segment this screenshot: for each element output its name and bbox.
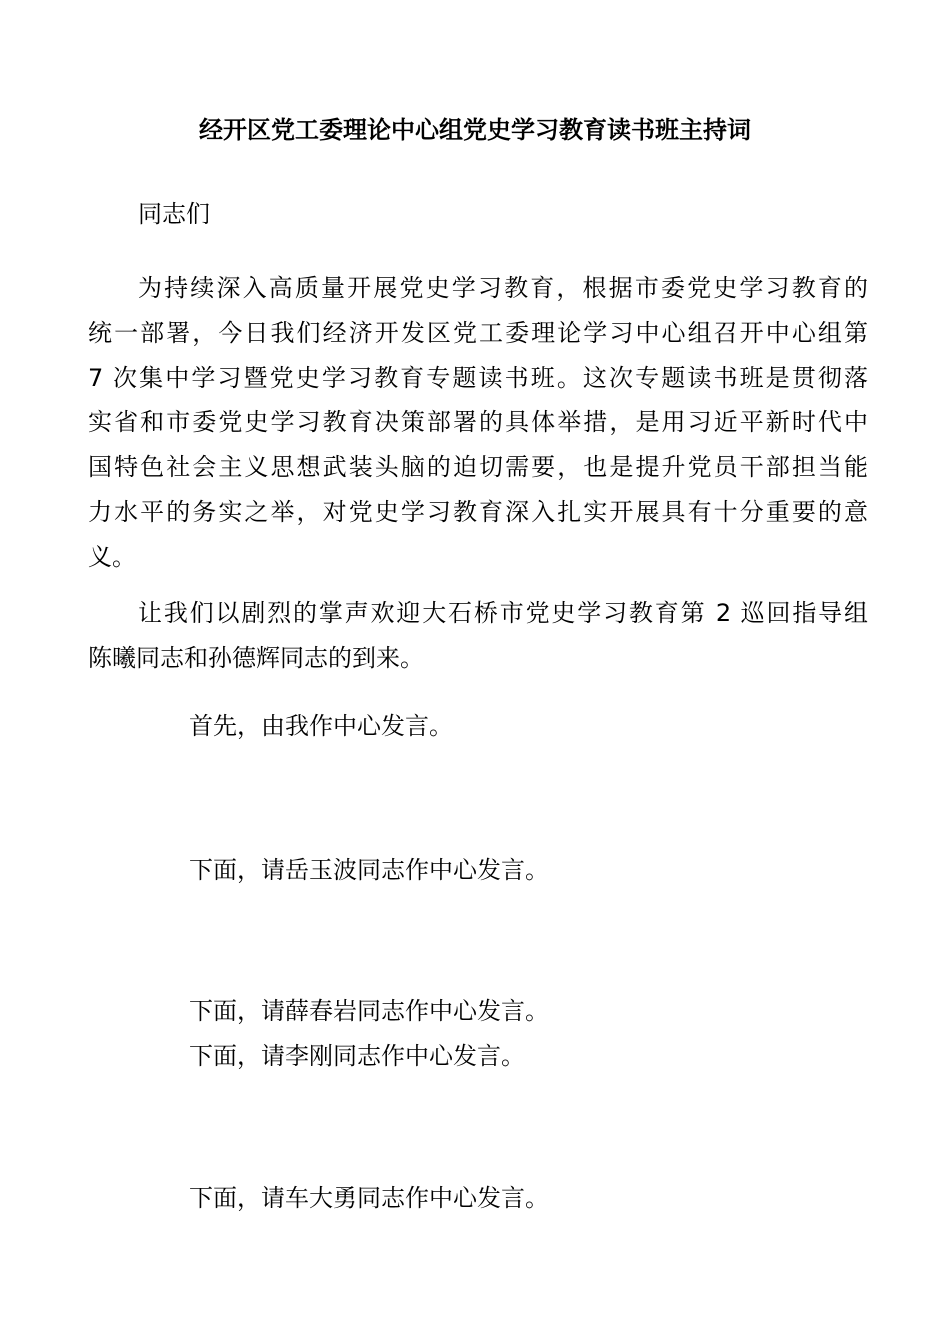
paragraph-intro <box>88 266 868 580</box>
paragraph-welcome <box>88 591 868 681</box>
paragraph-line: 国特色社会主义思想武装头脑的迫切需要，也是提升党员干部担当能 <box>88 453 868 482</box>
speaker-line: 下面，请岳玉波同志作中心发言。 <box>189 856 549 884</box>
paragraph-line: 力水平的务实之举，对党史学习教育深入扎实开展具有十分重要的意 <box>88 497 868 526</box>
paragraph-line: 实省和市委党史学习教育决策部署的具体举措，是用习近平新时代中 <box>88 408 868 437</box>
paragraph-line: 为持续深入高质量开展党史学习教育，根据市委党史学习教育的 <box>138 274 868 302</box>
paragraph-line: 让我们以剧烈的掌声欢迎大石桥市党史学习教育第 2 巡回指导组 <box>138 599 868 627</box>
speaker-line: 下面，请车大勇同志作中心发言。 <box>189 1184 549 1212</box>
paragraph-line: 统一部署，今日我们经济开发区党工委理论学习中心组召开中心组第 <box>88 318 868 347</box>
document-title: 经开区党工委理论中心组党史学习教育读书班主持词 <box>199 116 751 144</box>
paragraph-line: 义。 <box>88 542 136 571</box>
speaker-line: 首先，由我作中心发言。 <box>189 712 453 740</box>
paragraph-line: 7 次集中学习暨党史学习教育专题读书班。这次专题读书班是贯彻落 <box>88 363 868 392</box>
paragraph-line: 陈曦同志和孙德辉同志的到来。 <box>88 643 424 672</box>
speaker-line: 下面，请李刚同志作中心发言。 <box>189 1042 525 1070</box>
salutation: 同志们 <box>138 200 210 228</box>
speaker-line: 下面，请薛春岩同志作中心发言。 <box>189 997 549 1025</box>
